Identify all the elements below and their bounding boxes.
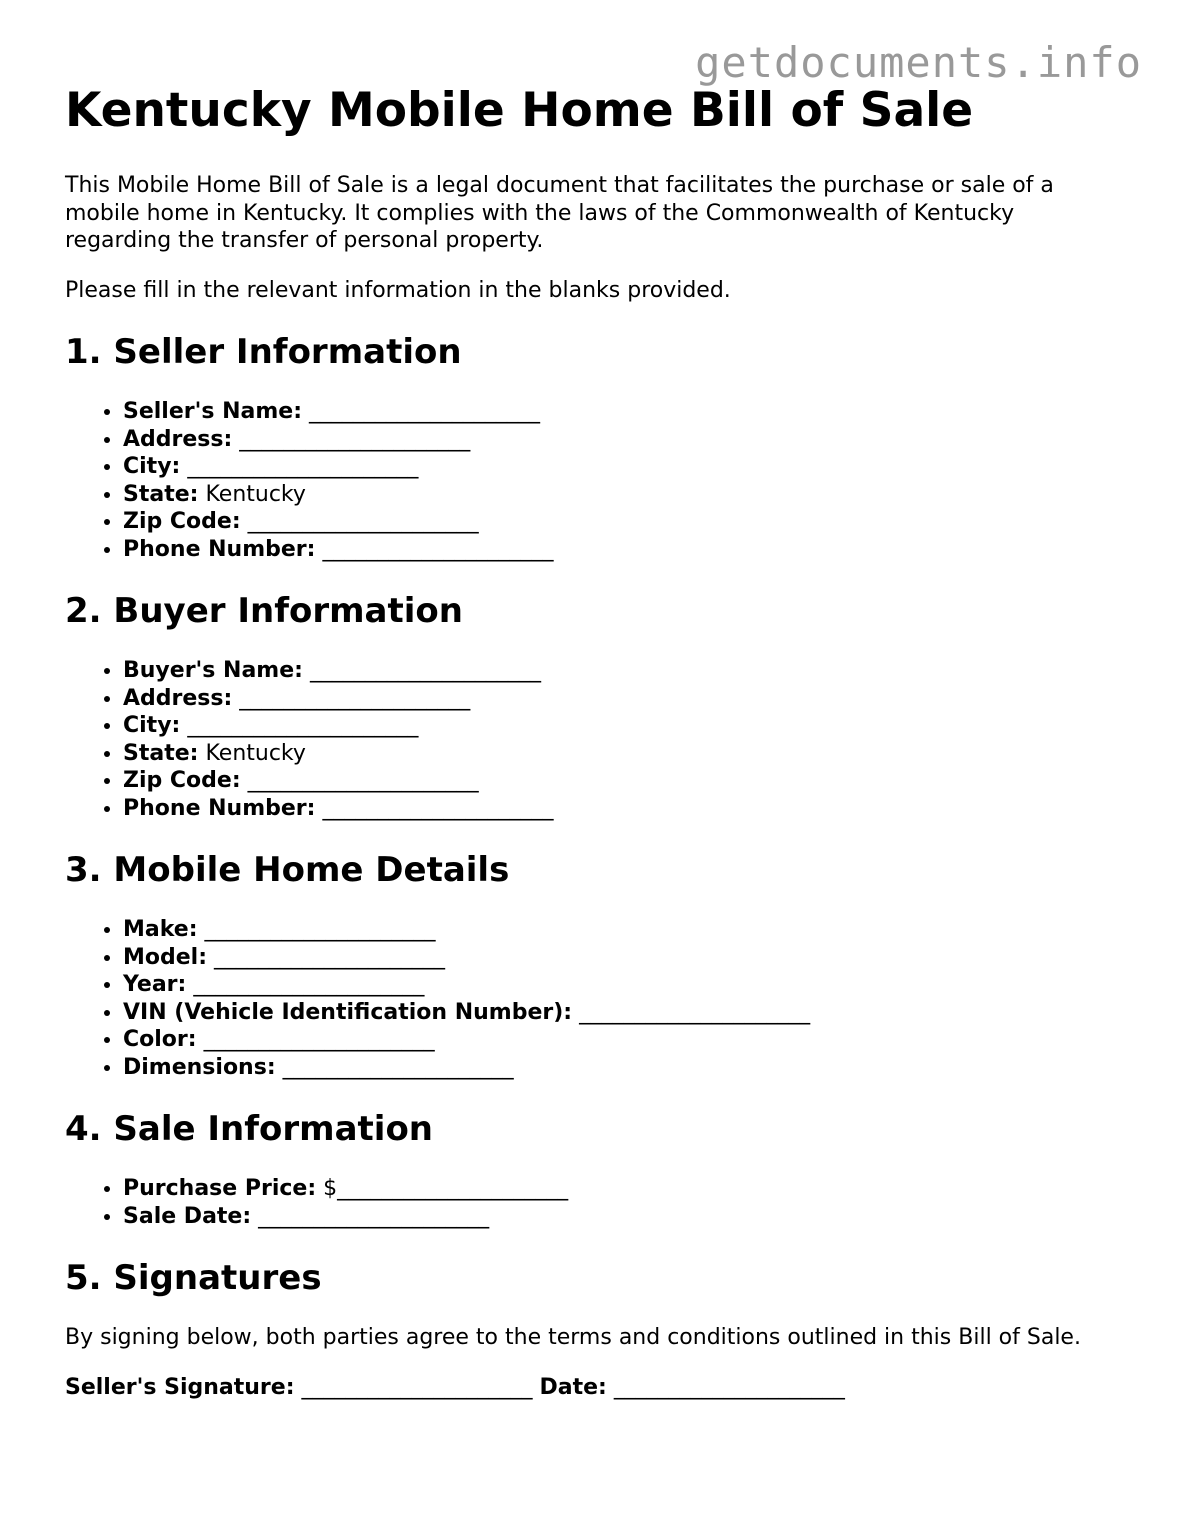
home-model-field[interactable] (123, 944, 1125, 972)
field-label: Seller's Name: (123, 399, 303, 424)
field-label: Make: (123, 917, 198, 942)
field-blank[interactable]: _____________________ (193, 972, 425, 997)
seller-name-field[interactable] (123, 398, 1125, 426)
field-label: Address: (123, 685, 233, 711)
field-blank[interactable]: _____________________ (203, 1027, 435, 1052)
field-label: City: (123, 454, 181, 479)
field-blank[interactable]: _____________________ (239, 426, 471, 452)
buyer-state-field (123, 740, 1125, 768)
seller-field-list (65, 398, 1125, 563)
sale-section-heading: 4. Sale Information (65, 1109, 434, 1149)
seller-zip-field[interactable] (123, 508, 1125, 536)
home-year-field[interactable] (123, 971, 1125, 999)
field-blank[interactable]: _____________________ (247, 768, 479, 793)
field-label: State: (123, 481, 199, 507)
buyer-address-field[interactable] (123, 685, 1125, 713)
home-dimensions-field[interactable] (123, 1054, 1125, 1082)
sale-field-list (65, 1175, 1125, 1230)
field-blank[interactable]: _____________________ (258, 1203, 490, 1229)
field-blank[interactable]: _____________________ (282, 1054, 514, 1080)
field-blank[interactable]: _____________________ (579, 999, 811, 1025)
field-label: Phone Number: (123, 536, 316, 562)
seller-address-field[interactable] (123, 426, 1125, 454)
date-label: Date: (539, 1374, 607, 1400)
field-value: Kentucky (205, 740, 306, 766)
field-label: Buyer's Name: (123, 658, 303, 683)
field-blank[interactable]: _____________________ (322, 536, 554, 562)
field-blank[interactable]: _____________________ (322, 795, 554, 821)
buyer-zip-field[interactable] (123, 767, 1125, 795)
field-blank[interactable]: _____________________ (309, 399, 541, 424)
seller-signature-line (65, 1374, 1125, 1402)
field-blank[interactable]: _____________________ (247, 509, 479, 534)
date-blank[interactable]: _____________________ (613, 1374, 845, 1400)
field-label: City: (123, 713, 181, 738)
field-blank[interactable]: _____________________ (187, 713, 419, 738)
buyer-section-heading: 2. Buyer Information (65, 591, 463, 631)
home-field-list (65, 916, 1125, 1081)
page-title: Kentucky Mobile Home Bill of Sale (65, 83, 974, 138)
field-blank[interactable]: _____________________ (309, 658, 541, 683)
intro-paragraph: This Mobile Home Bill of Sale is a legal document that facilitates the purchase or sale of a mobile home in Kentucky. It complies with the laws of the Commonwealth of Kentucky regarding the transfer of personal property. (65, 173, 1054, 253)
field-label: Year: (123, 972, 187, 997)
field-blank[interactable]: _____________________ (239, 685, 471, 711)
document-page (65, 84, 1125, 1401)
field-label: Color: (123, 1027, 197, 1052)
field-blank[interactable]: _____________________ (204, 917, 436, 942)
watermark: getdocuments.info (695, 38, 1142, 87)
buyer-phone-field[interactable] (123, 795, 1125, 823)
home-vin-field[interactable] (123, 999, 1125, 1027)
field-value: Kentucky (205, 481, 306, 507)
signatures-section-heading: 5. Signatures (65, 1258, 322, 1298)
seller-state-field (123, 481, 1125, 509)
field-label: Sale Date: (123, 1203, 252, 1229)
buyer-city-field[interactable] (123, 712, 1125, 740)
home-make-field[interactable] (123, 916, 1125, 944)
field-label: Model: (123, 944, 208, 970)
buyer-field-list (65, 657, 1125, 822)
field-label: Address: (123, 426, 233, 452)
home-section-heading: 3. Mobile Home Details (65, 850, 510, 890)
field-label: VIN (Vehicle Identification Number): (123, 999, 573, 1025)
seller-section-heading: 1. Seller Information (65, 332, 462, 372)
field-blank[interactable]: $_____________________ (323, 1176, 569, 1201)
field-blank[interactable]: _____________________ (214, 944, 446, 970)
signatures-paragraph: By signing below, both parties agree to the terms and conditions outlined in this Bill of Sale. (65, 1325, 1081, 1350)
field-label: State: (123, 740, 199, 766)
buyer-name-field[interactable] (123, 657, 1125, 685)
field-label: Zip Code: (123, 768, 241, 793)
field-label: Dimensions: (123, 1054, 276, 1080)
home-color-field[interactable] (123, 1026, 1125, 1054)
seller-phone-field[interactable] (123, 536, 1125, 564)
sale-date-field[interactable] (123, 1203, 1125, 1231)
seller-signature-label: Seller's Signature: (65, 1374, 295, 1400)
field-label: Purchase Price: (123, 1176, 317, 1201)
purchase-price-field[interactable] (123, 1175, 1125, 1203)
field-blank[interactable]: _____________________ (187, 454, 419, 479)
seller-signature-blank[interactable]: _____________________ (301, 1374, 533, 1400)
seller-city-field[interactable] (123, 453, 1125, 481)
instruction-paragraph: Please fill in the relevant information in the blanks provided. (65, 277, 731, 303)
field-label: Zip Code: (123, 509, 241, 534)
field-label: Phone Number: (123, 795, 316, 821)
